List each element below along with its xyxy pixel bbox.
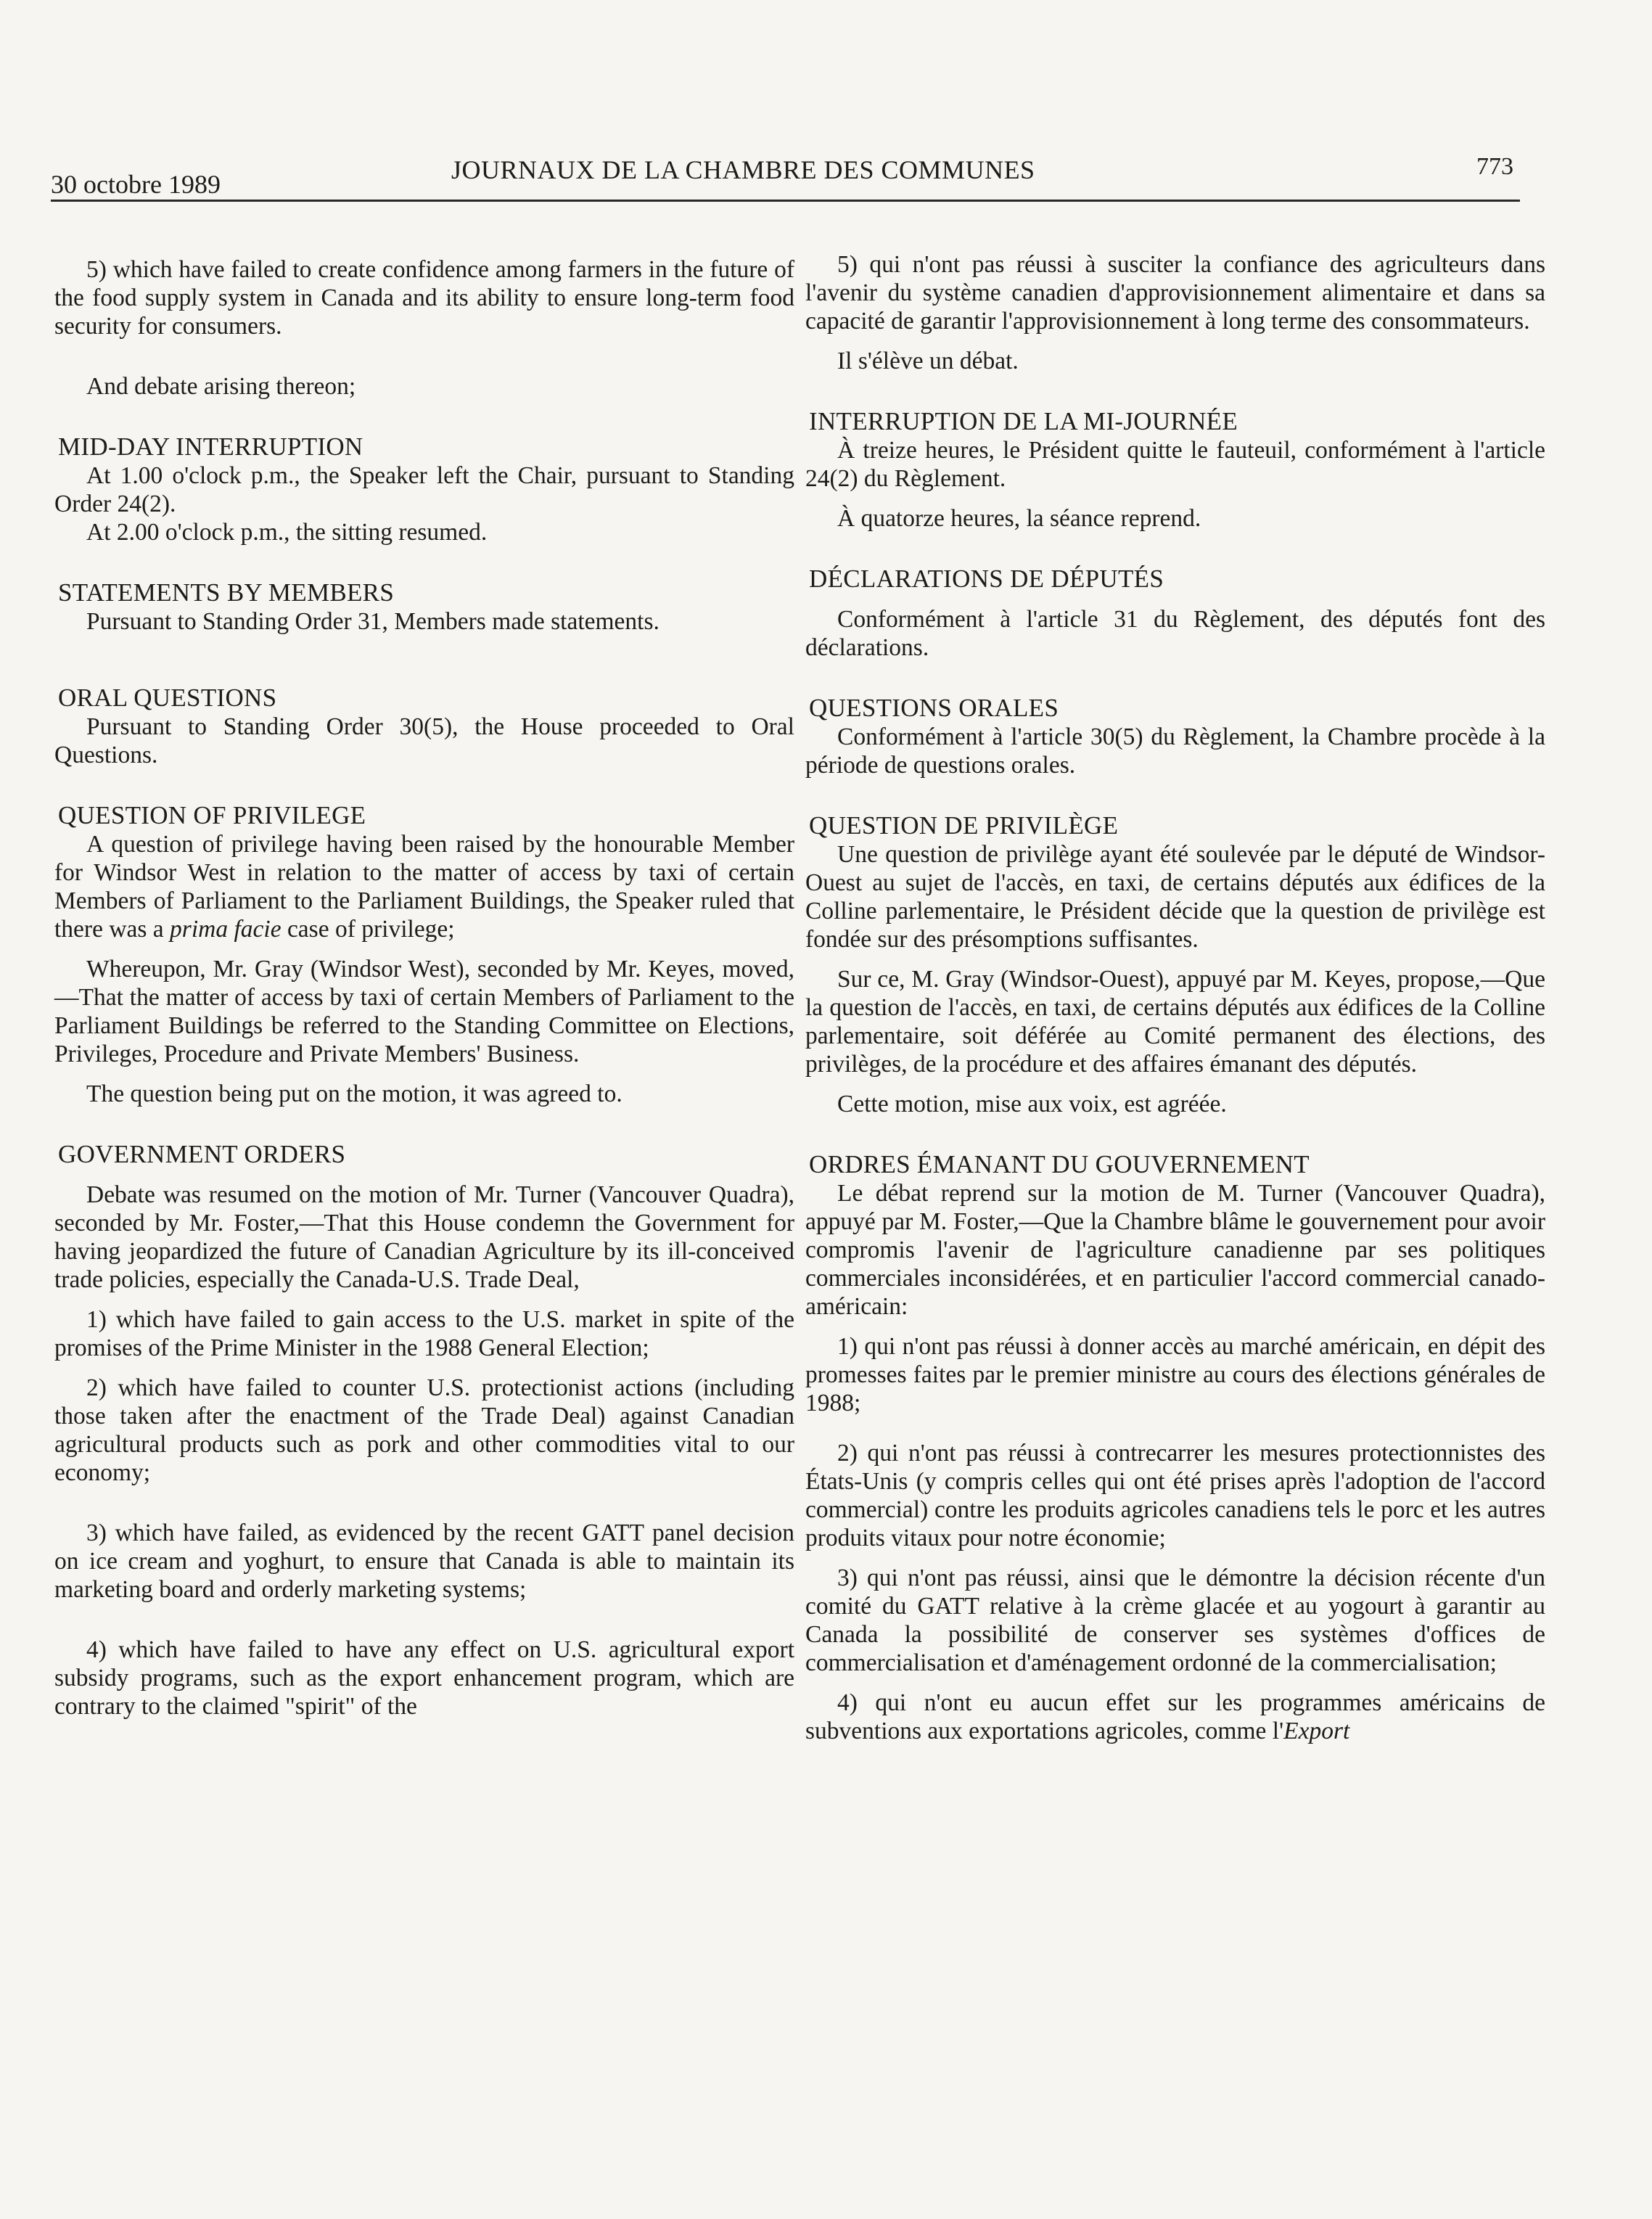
paragraph: The question being put on the motion, it was agreed to.	[86, 1080, 622, 1107]
paragraph: 2) qui n'ont pas réussi à contrecarrer les mesures protectionnistes des États-Unis (y compris celles qui ont été prises après l'adoption de l'accord commercial) contre les produits agricoles canadiens tels le porc et les autres produits vitaux pour notre économie;	[805, 1440, 1545, 1551]
paragraph: Sur ce, M. Gray (Windsor-Ouest), appuyé par M. Keyes, propose,—Que la question de l'accès, en taxi, de certains députés aux édifices de la Colline parlementaire, soit déférée au Comité permanent des élections, des privilèges, de la procédure et des affaires émanant des députés.	[805, 966, 1545, 1078]
page-number: 773	[1476, 153, 1513, 180]
paragraph: Conformément à l'article 30(5) du Règlement, la Chambre procède à la période de questions orales.	[805, 723, 1545, 779]
header-date: 30 octobre 1989	[51, 170, 221, 199]
paragraph: And debate arising thereon;	[86, 373, 356, 400]
paragraph: Debate was resumed on the motion of Mr. Turner (Vancouver Quadra), seconded by Mr. Foster,—That this House condemn the Government for having jeopardized the future of Canadian Agriculture by its ill-conceived trade policies, especially the Canada-U.S. Trade Deal,	[54, 1181, 794, 1293]
english-column	[54, 255, 794, 1720]
section-heading: GOVERNMENT ORDERS	[58, 1140, 346, 1168]
paragraph: À treize heures, le Président quitte le fauteuil, conformément à l'article 24(2) du Règlement.	[805, 437, 1545, 492]
paragraph: À quatorze heures, la séance reprend.	[837, 505, 1201, 532]
paragraph: 1) which have failed to gain access to the U.S. market in spite of the promises of the Prime Minister in the 1988 General Election;	[54, 1306, 794, 1361]
french-column	[805, 250, 1545, 1745]
paragraph: 5) which have failed to create confidence among farmers in the future of the food supply system in Canada and its ability to ensure long-term food security for consumers.	[54, 256, 794, 340]
paragraph: Pursuant to Standing Order 31, Members made statements.	[86, 608, 659, 635]
paragraph: Conformément à l'article 31 du Règlement, des députés font des déclarations.	[805, 606, 1545, 661]
paragraph: 3) qui n'ont pas réussi, ainsi que le démontre la décision récente d'un comité du GATT relative à la crème glacée et au yogourt à garantir au Canada la possibilité de conserver ses systèmes d'offices de commercialisation et d'aménagement ordonné de la commercialisation;	[805, 1564, 1545, 1676]
paragraph: 4) which have failed to have any effect on U.S. agricultural export subsidy programs, such as the export enhancement program, which are contrary to the claimed "spirit" of the	[54, 1636, 794, 1720]
paragraph: 3) which have failed, as evidenced by the recent GATT panel decision on ice cream and yoghurt, to ensure that Canada is able to maintain its marketing board and orderly marketing systems;	[54, 1519, 794, 1603]
section-heading: INTERRUPTION DE LA MI-JOURNÉE	[809, 407, 1238, 435]
paragraph: 5) qui n'ont pas réussi à susciter la confiance des agriculteurs dans l'avenir du système canadien d'approvisionnement alimentaire et dans sa capacité de garantir l'approvisionnement à long terme des consommateurs.	[805, 251, 1545, 335]
paragraph: Whereupon, Mr. Gray (Windsor West), seconded by Mr. Keyes, moved,—That the matter of access by taxi of certain Members of Parliament to the Parliament Buildings be referred to the Standing Committee on Elections, Privileges, Procedure and Private Members' Business.	[54, 956, 794, 1067]
header-rule	[51, 200, 1520, 202]
section-heading: ORAL QUESTIONS	[58, 684, 277, 712]
paragraph: 1) qui n'ont pas réussi à donner accès au marché américain, en dépit des promesses faites par le premier ministre au cours des élections générales de 1988;	[805, 1333, 1545, 1416]
paragraph: At 2.00 o'clock p.m., the sitting resumed.	[86, 519, 488, 546]
paragraph: Pursuant to Standing Order 30(5), the House proceeded to Oral Questions.	[54, 713, 794, 768]
paragraph: Une question de privilège ayant été soulevée par le député de Windsor-Ouest au sujet de l'accès, en taxi, de certains députés aux édifices de la Colline parlementaire, le Président décide que la question de privilège est fondée sur des présomptions suffisantes.	[805, 841, 1545, 953]
section-heading: DÉCLARATIONS DE DÉPUTÉS	[809, 565, 1164, 593]
section-heading: STATEMENTS BY MEMBERS	[58, 578, 395, 607]
section-heading: QUESTION OF PRIVILEGE	[58, 801, 366, 829]
section-heading: ORDRES ÉMANANT DU GOUVERNEMENT	[809, 1150, 1310, 1178]
paragraph: Le débat reprend sur la motion de M. Turner (Vancouver Quadra), appuyé par M. Foster,—Que la Chambre blâme le gouvernement pour avoir compromis l'avenir de l'agriculture canadienne par ses politiques commerciales inconsidérées, et en particulier l'accord commercial canado-américain:	[805, 1180, 1545, 1320]
paragraph: At 1.00 o'clock p.m., the Speaker left the Chair, pursuant to Standing Order 24(2).	[54, 462, 794, 517]
header-title: JOURNAUX DE LA CHAMBRE DES COMMUNES	[451, 155, 1035, 184]
section-heading: QUESTION DE PRIVILÈGE	[809, 811, 1119, 840]
section-heading: MID-DAY INTERRUPTION	[58, 432, 363, 461]
paragraph: Il s'élève un débat.	[837, 348, 1019, 374]
paragraph: Cette motion, mise aux voix, est agréée.	[837, 1091, 1227, 1117]
paragraph: A question of privilege having been raised by the honourable Member for Windsor West in relation to the matter of access by taxi of certain Members of Parliament to the Parliament Buildings, the Speaker ruled that there was a prima facie case of privilege;	[54, 831, 794, 943]
paragraph: 4) qui n'ont eu aucun effet sur les programmes américains de subventions aux exportations agricoles, comme l'Export	[805, 1689, 1545, 1744]
section-heading: QUESTIONS ORALES	[809, 694, 1059, 722]
paragraph: 2) which have failed to counter U.S. protectionist actions (including those taken after the enactment of the Trade Deal) against Canadian agricultural products such as pork and other commodities vital to our economy;	[54, 1374, 794, 1486]
